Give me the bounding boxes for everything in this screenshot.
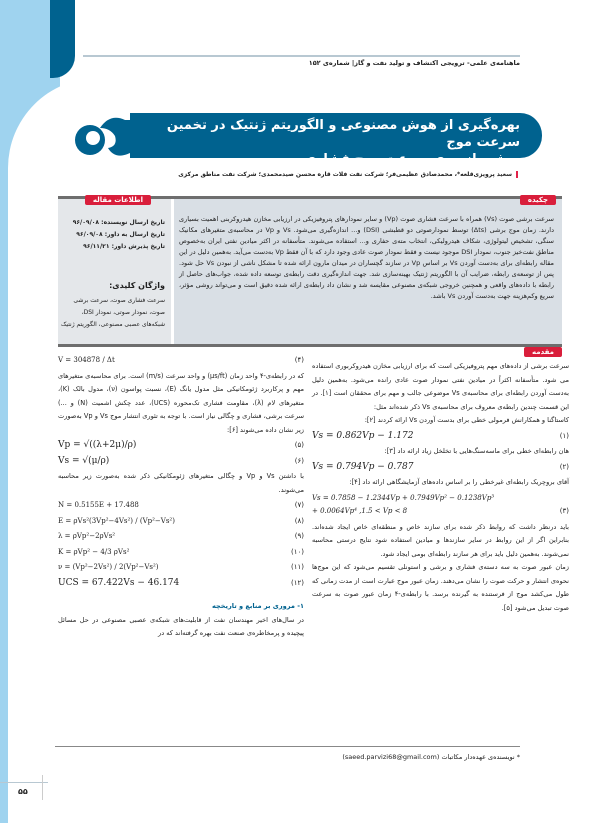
equation-11: ν = (Vp²−2Vs²) / 2(Vp²−Vs²) (۱۱) (58, 563, 304, 571)
swirl-logo-icon (70, 108, 130, 163)
intro-paragraph-2: کاستاگنا و همکارانش فرمولی خطی برای بدست آوردن Vs ارائه کردند [۲]: (364, 416, 569, 424)
decorative-tab-dark (50, 0, 75, 78)
journal-header: ماهنامه‌ی علمی- ترویجی اکتشاف و تولید نفت و گاز| شماره‌ی ۱۵۲ (308, 59, 520, 67)
title-line-1: بهره‌گیری از هوش مصنوعی و الگوریتم ژنتیک در تخمین سرعت موج (166, 118, 520, 150)
page-number: ۵۵ (18, 787, 28, 796)
date-to-reviewer: تاریخ ارسال به داور: ۹۶/۰۹/۰۸ (76, 231, 165, 238)
dates (73, 217, 165, 253)
section-title: ۱- مروری بر منابع و تاریخچه (211, 602, 304, 610)
left-column (58, 352, 304, 641)
page-separator (42, 775, 43, 800)
equation-3: Vs = 0.7858 − 1.2344Vp + 0.7949Vp² − 0.1238Vp³ + 0.0064Vp⁴ ,1.5 < Vp < 8 (۳) (312, 493, 569, 515)
info-tag: اطلاعات مقاله (85, 195, 151, 205)
intro-paragraph-5: باید درنظر داشت که روابط ذکر شده برای سازند خاص و منطقه‌ای خاص ایجاد شده‌اند. بنابراین اگر از این روابط در سایر سازندها و میادین استفاده شود نتایج درستی محاسبه نمی‌شوند. به‌همین دلیل باید برای هر سازند رابطه‌ای بومی ایجاد شود. (312, 522, 569, 558)
keywords: سرعت فشاری صوت، سرعت برشی صوت، نمودار صوتی، نمودار DSI، شبکه‌های عصبی مصنوعی، الگوریتم ژنتیک (61, 297, 165, 328)
date-submitted: تاریخ ارسال نویسنده: ۹۶/۰۹/۰۸ (72, 219, 165, 226)
intro-paragraph-3: هان رابطه‌ای خطی برای ماسه‌سنگ‌هایی با تخلخل زیاد ارائه داد [۳]: (384, 447, 569, 455)
left-paragraph-3: در سال‌های اخیر مهندسان نفت از قابلیت‌های شبکه‌ی عصبی مصنوعی در حل مسائل پیچیده و پرمخاطره‌ی صنعت نفت بهره گرفته‌اند که در (58, 615, 304, 637)
intro-paragraph-6: زمان عبور صوت به سه دسته‌ی فشاری و برشی و استونلی تقسیم می‌شود که این موج‌ها نحوه‌ی انتشار و حرکت صوت را نشان می‌دهند. زمان عبور موج عبارت است از مدت زمانی که طول می‌کشد موج از فرستنده به گیرنده برسد. با رابطه‌ی-۴ زمان عبور صوت به سرعت صوت تبدیل می‌شود [۵]. (312, 563, 569, 612)
footnote-divider (55, 746, 520, 747)
authors: سعید پرویزی‌قلعه*، محمدصادق عظیمی‌فر؛ شرکت نفت فلات قاره‌ محسن صیدمحمدی؛ شرکت نفت مناطق مرکزی (178, 171, 518, 178)
equation-8: E = ρVs²(3Vp²−4Vs²) / (Vp²−Vs²) (۸) (58, 516, 304, 525)
date-accepted: تاریخ پذیرش داور: ۹۶/۱۱/۲۱ (83, 243, 165, 250)
box-bottom-divider (58, 344, 562, 347)
equation-7: N = 0.5155E + 17.488 (۷) (58, 501, 304, 509)
abstract-text: سرعت برشی صوت (Vs) همراه با سرعت فشاری صوت (Vp) و سایر نمودارهای پتروفیزیکی در ارزیابی مخازن هیدروکربنی اهمیت بسیاری دارند. زمان موج برشی (Δts) توسط نمودارصوتی دو قطبشی (DSI) و... اندازه‌گیری می‌شود. Vs و Vp در محاسبه‌ی متغیرهای مکانیک سنگی، تشخیص لیتولوژی، شکاف هیدرولیکی، انتخاب مته‌ی حفاری و... استفاده می‌شوند. متأسفانه در اکثر میادین نفتی ایران به‌خصوص مناطق نفت‌خیز جنوب، نمودار DSI موجود نیست و فقط نمودار صوت عادی وجود دارد که با آن فقط Vp به‌دست می‌آید. به‌همین دلیل در این مقاله رابطه‌ای برای به‌دست آوردن Vs بر اساس Vp در سازند گچساران در میدان مارون ارائه شده تا مشکل ناشی از نبودن Vs حل شود. پس از توسعه‌ی رابطه، ضرایب آن با الگوریتم ژنتیک بهینه‌سازی شد. جهت اندازه‌گیری دقت رابطه‌ی توسعه داده شده، جواب‌های حاصل از رابطه با داده‌های واقعی و همچنین خروجی شبکه‌ی مصنوعی مقایسه شد و نشان داد رابطه‌ی ارائه شده دقیق است و می‌تواند روشی مؤثر، سریع وکم‌هزینه جهت به‌دست آوردن Vs باشد. (179, 215, 554, 300)
abstract-tag: چکیده (520, 195, 556, 205)
title-line-2: برشی از روی سرعت موج فشاری (303, 152, 520, 167)
article-title (160, 117, 520, 168)
equation-5: Vp = √((λ+2μ)/ρ) (۵) (58, 440, 304, 450)
footnote: * نویسنده‌ی عهده‌دار مکاتبات (saeed.parvizi68@gmail.com) (342, 753, 520, 761)
intro-paragraph-1: سرعت برشی از داده‌های مهم پتروفیزیکی است که برای ارزیابی مخازن هیدروکربوری استفاده می شود. متأسفانه اکثراً در میادین نفتی نمودار صوت عادی رانده می‌شود. به‌همین دلیل به‌دست آوردن رابطه‌ای برای محاسبه‌ی Vs موضوعی جالب و مهم برای محققان است [۱]. در این قسمت چندین رابطه‌ی معروف برای محاسبه‌ی Vs ذکر شده‌اند مثل: (312, 362, 569, 411)
equation-9: λ = ρVp²−2ρVs² (۹) (58, 532, 304, 540)
equation-10: K = ρVp² − 4/3 ρVs² (۱۰) (58, 547, 304, 556)
equation-1: Vs = 0.862Vp − 1.172 (۱) (312, 430, 569, 441)
equation-4: V = 304878 / Δt (۴) (58, 356, 304, 364)
equation-12: UCS = 67.422Vs − 46.174 (۱۲) (58, 577, 304, 588)
equation-6: Vs = √(μ/ρ) (۶) (58, 455, 304, 466)
left-paragraph-1: که در رابطه‌ی-۴ واحد زمان (µs/ft) و واحد سرعت (m/s) است. برای محاسبه‌ی متغیرهای مهم و پرکاربرد ژئومکانیکی مثل مدول یانگ (E)، نسبت پواسون (ν)، مدول بالک (K)، متغیرهای لام (λ)، مقاومت فشاری تک‌محوره (UCS)، عدد چکش اشمیت (N) و ...) سرعت برشی، فشاری و چگالی نیاز است. با توجه به تئوری انتشار موج Vs و Vp به‌صورت زیر نشان داده می‌شوند [۶]: (58, 371, 305, 434)
left-paragraph-2: با داشتن Vs و Vp و چگالی متغیرهای ژئومکانیکی ذکر شده به‌صورت زیر محاسبه می‌شوند. (58, 472, 304, 494)
page-line (0, 782, 48, 783)
article-info-box (58, 196, 171, 344)
equation-2: Vs = 0.794Vp − 0.787 (۲) (312, 461, 569, 472)
abstract-box (174, 196, 562, 344)
header-divider (83, 55, 520, 57)
right-column (312, 360, 569, 615)
intro-tag: مقدمه (524, 347, 562, 357)
keywords-title: واژگان کلیدی: (109, 281, 165, 290)
intro-paragraph-4: آقای بروچریک رابطه‌ای غیرخطی را بر اساس داده‌های آزمایشگاهی ارائه داد [۴]: (349, 478, 569, 486)
